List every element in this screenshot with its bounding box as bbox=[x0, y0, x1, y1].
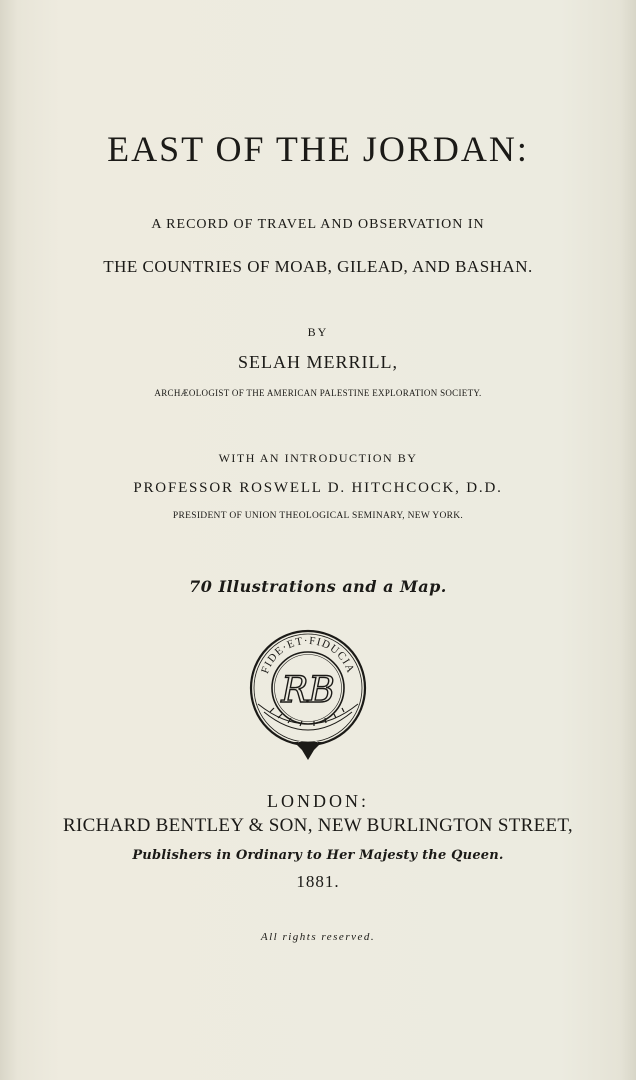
by-label: BY bbox=[307, 325, 329, 339]
imprint-publisher: RICHARD BENTLEY & SON, NEW BURLINGTON STREET, bbox=[63, 815, 573, 836]
author-name: SELAH MERRILL, bbox=[238, 352, 398, 372]
introducer-name: PROFESSOR ROSWELL D. HITCHCOCK, D.D. bbox=[133, 480, 503, 496]
illustrations-note: 70 Illustrations and a Map. bbox=[189, 577, 447, 596]
seal-motto: FIDE·ET·FIDUCIA bbox=[259, 634, 357, 676]
subtitle-line-2: THE COUNTRIES OF MOAB, GILEAD, AND BASHAN. bbox=[103, 257, 533, 276]
seal-monogram: RB bbox=[281, 670, 335, 711]
imprint-publisher-note: Publishers in Ordinary to Her Majesty the Queen. bbox=[132, 848, 504, 863]
introduction-label: WITH AN INTRODUCTION BY bbox=[218, 451, 418, 465]
author-role: ARCHÆOLOGIST OF THE AMERICAN PALESTINE EXPLORATION SOCIETY. bbox=[154, 388, 482, 398]
imprint-city: LONDON: bbox=[267, 791, 369, 811]
publisher-seal-icon bbox=[248, 626, 368, 762]
book-title: EAST OF THE JORDAN: bbox=[107, 129, 529, 169]
introducer-role: PRESIDENT OF UNION THEOLOGICAL SEMINARY, NEW YORK. bbox=[172, 511, 464, 521]
rights-notice: All rights reserved. bbox=[260, 931, 376, 943]
imprint-year: 1881. bbox=[296, 872, 340, 891]
subtitle-line-1: A RECORD OF TRAVEL AND OBSERVATION IN bbox=[151, 217, 485, 232]
